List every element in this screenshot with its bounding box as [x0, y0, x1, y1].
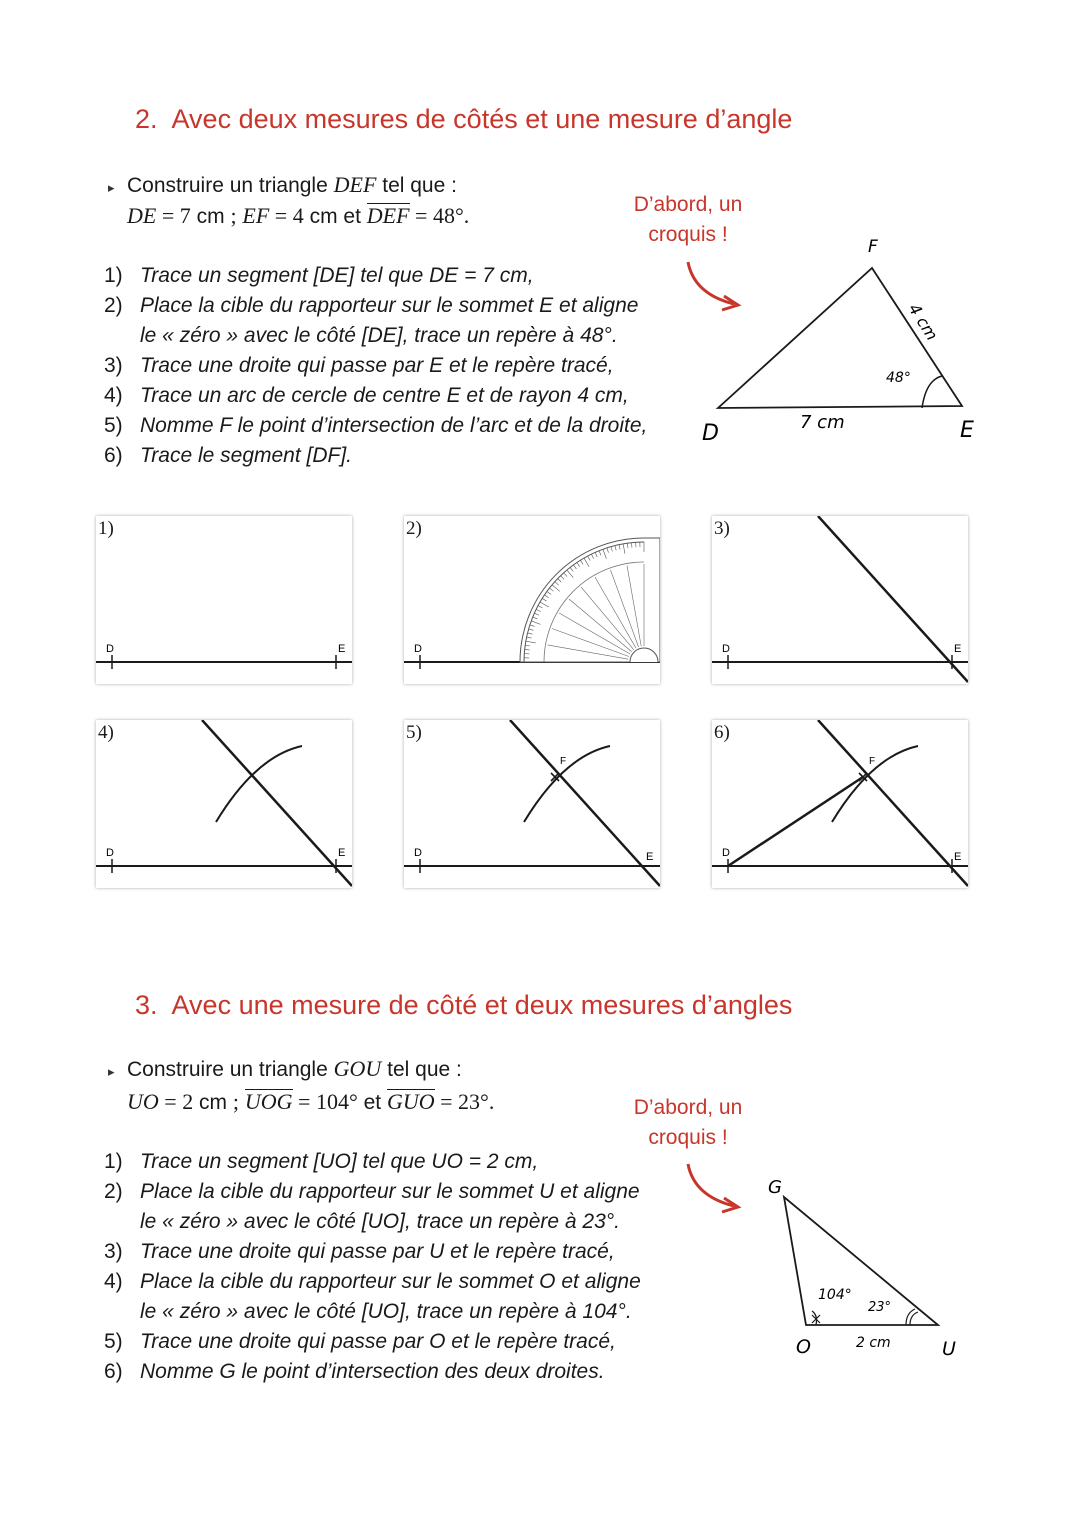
bullet-icon: ▸ [108, 180, 115, 195]
angle-uog-value: = 104° [298, 1089, 358, 1114]
sketch-side-length: 4 cm [904, 300, 942, 344]
step-item: 4) Trace un arc de cercle de centre E et de rayon 4 cm, [104, 384, 629, 407]
task-intro: Construire un triangle [127, 1058, 328, 1081]
panel-label-d: D [414, 643, 422, 655]
panel-label-e: E [338, 643, 346, 655]
panel-label-d: D [722, 847, 730, 859]
panel-label: 1) [98, 518, 114, 539]
sketch-note-3 [608, 1093, 768, 1153]
section-2-number: 2. [135, 104, 158, 134]
step-item: le « zéro » avec le côté [UO], trace un repère à 23°. [140, 1210, 620, 1233]
cond-uo: UO [127, 1089, 159, 1114]
cond-uo-value: = 2 [164, 1089, 194, 1114]
step-item: 1) Trace un segment [DE] tel que DE = 7 cm, [104, 264, 534, 287]
section-2-task [127, 172, 457, 198]
step-item: 2) Place la cible du rapporteur sur le sommet E et aligne [104, 294, 639, 317]
angle-guo-value: = 23°. [440, 1089, 495, 1114]
step-item: 3) Trace une droite qui passe par U et le repère tracé, [104, 1240, 615, 1263]
sketch-note-line1: D’abord, un [633, 193, 743, 216]
step-item: 6) Nomme G le point d’intersection des deux droites. [104, 1360, 605, 1383]
step-item: 5) Nomme F le point d’intersection de l’arc et de la droite, [104, 414, 648, 437]
panel-label-e: E [646, 851, 654, 863]
sketch-note-line2: croquis ! [648, 223, 728, 246]
section-3-steps [104, 1147, 641, 1387]
task-intro: Construire un triangle [127, 174, 328, 197]
section-3-heading: Avec une mesure de côté et deux mesures d’angles [171, 990, 793, 1020]
panel-label-e: E [338, 847, 346, 859]
panel-label-d: D [106, 643, 114, 655]
red-arrow-icon [680, 1160, 750, 1220]
section-2-conditions [127, 203, 469, 229]
cond-ef-unit: cm [309, 205, 338, 228]
section-3-task [127, 1056, 462, 1082]
panel-label: 3) [714, 518, 730, 539]
conjunction-et: et [343, 205, 361, 228]
sketch-note-line1: D’abord, un [633, 1096, 743, 1119]
cond-ef-value: = 4 [274, 203, 304, 228]
panel-label: 5) [406, 722, 422, 743]
section-2-heading: Avec deux mesures de côtés et une mesure d’angle [171, 104, 793, 134]
bullet-icon: ▸ [108, 1064, 115, 1079]
sketch-angle-o: 104° [818, 1287, 852, 1303]
panel-label-d: D [722, 643, 730, 655]
protractor-icon [520, 538, 660, 662]
cond-de-unit: cm [196, 205, 225, 228]
cond-ef: EF [242, 203, 270, 228]
sketch-angle-value: 48° [886, 370, 911, 386]
cond-uo-unit: cm [199, 1091, 228, 1114]
step-item: le « zéro » avec le côté [UO], trace un repère à 104°. [140, 1300, 632, 1323]
sketch-angle-u: 23° [868, 1300, 892, 1315]
step-panel-5 [404, 720, 660, 888]
step-item: 4) Place la cible du rapporteur sur le sommet O et aligne [104, 1270, 641, 1293]
task-tel-que: tel que : [387, 1058, 462, 1081]
task-tel-que: tel que : [382, 174, 457, 197]
angle-uog: UOG [244, 1089, 293, 1114]
angle-guo: GUO [386, 1089, 435, 1114]
step-panel-2 [404, 516, 660, 684]
sketch-triangle-def [690, 230, 1010, 450]
step-item: 1) Trace un segment [UO] tel que UO = 2 cm, [104, 1150, 539, 1173]
sketch-label-e: E [960, 418, 974, 443]
section-2-title [135, 104, 792, 135]
separator: ; [232, 1089, 240, 1114]
sketch-note-line2: croquis ! [648, 1126, 728, 1149]
sketch-label-u: U [942, 1338, 956, 1360]
step-panel-6 [712, 720, 968, 888]
angle-def-value: = 48°. [415, 203, 470, 228]
step-item: 2) Place la cible du rapporteur sur le sommet U et aligne [104, 1180, 640, 1203]
step-panel-3 [712, 516, 968, 684]
step-panel-4 [96, 720, 352, 888]
separator: ; [230, 203, 237, 228]
sketch-triangle-gou [760, 1165, 980, 1365]
sketch-base-length: 2 cm [856, 1335, 891, 1351]
panel-label: 4) [98, 722, 114, 743]
sketch-label-o: O [796, 1336, 811, 1358]
cond-de: DE [127, 203, 157, 228]
step-item: 5) Trace une droite qui passe par O et le repère tracé, [104, 1330, 616, 1353]
section-2-steps [104, 261, 647, 471]
sketch-label-f: F [868, 237, 878, 257]
panel-label-f: F [869, 756, 876, 767]
section-3-conditions [127, 1089, 494, 1115]
sketch-label-d: D [702, 421, 719, 446]
panel-label-e: E [954, 851, 962, 863]
triangle-name: GOU [333, 1056, 382, 1081]
angle-def: DEF [366, 203, 410, 228]
step-item: 3) Trace une droite qui passe par E et le repère tracé, [104, 354, 614, 377]
cond-de-value: = 7 [161, 203, 191, 228]
sketch-label-g: G [768, 1177, 782, 1198]
conjunction-et: et [363, 1091, 382, 1114]
panel-label: 6) [714, 722, 730, 743]
section-3-number: 3. [135, 990, 158, 1020]
step-item: le « zéro » avec le côté [DE], trace un repère à 48°. [140, 324, 618, 347]
panel-label: 2) [406, 518, 422, 539]
step-item: 6) Trace le segment [DF]. [104, 444, 353, 467]
panel-label-e: E [954, 643, 962, 655]
panel-label-d: D [414, 847, 422, 859]
section-3-title [135, 990, 792, 1021]
panel-label-f: F [560, 756, 567, 767]
step-panel-1 [96, 516, 352, 684]
panel-label-d: D [106, 847, 114, 859]
triangle-name: DEF [333, 172, 377, 197]
sketch-base-length: 7 cm [800, 412, 845, 433]
